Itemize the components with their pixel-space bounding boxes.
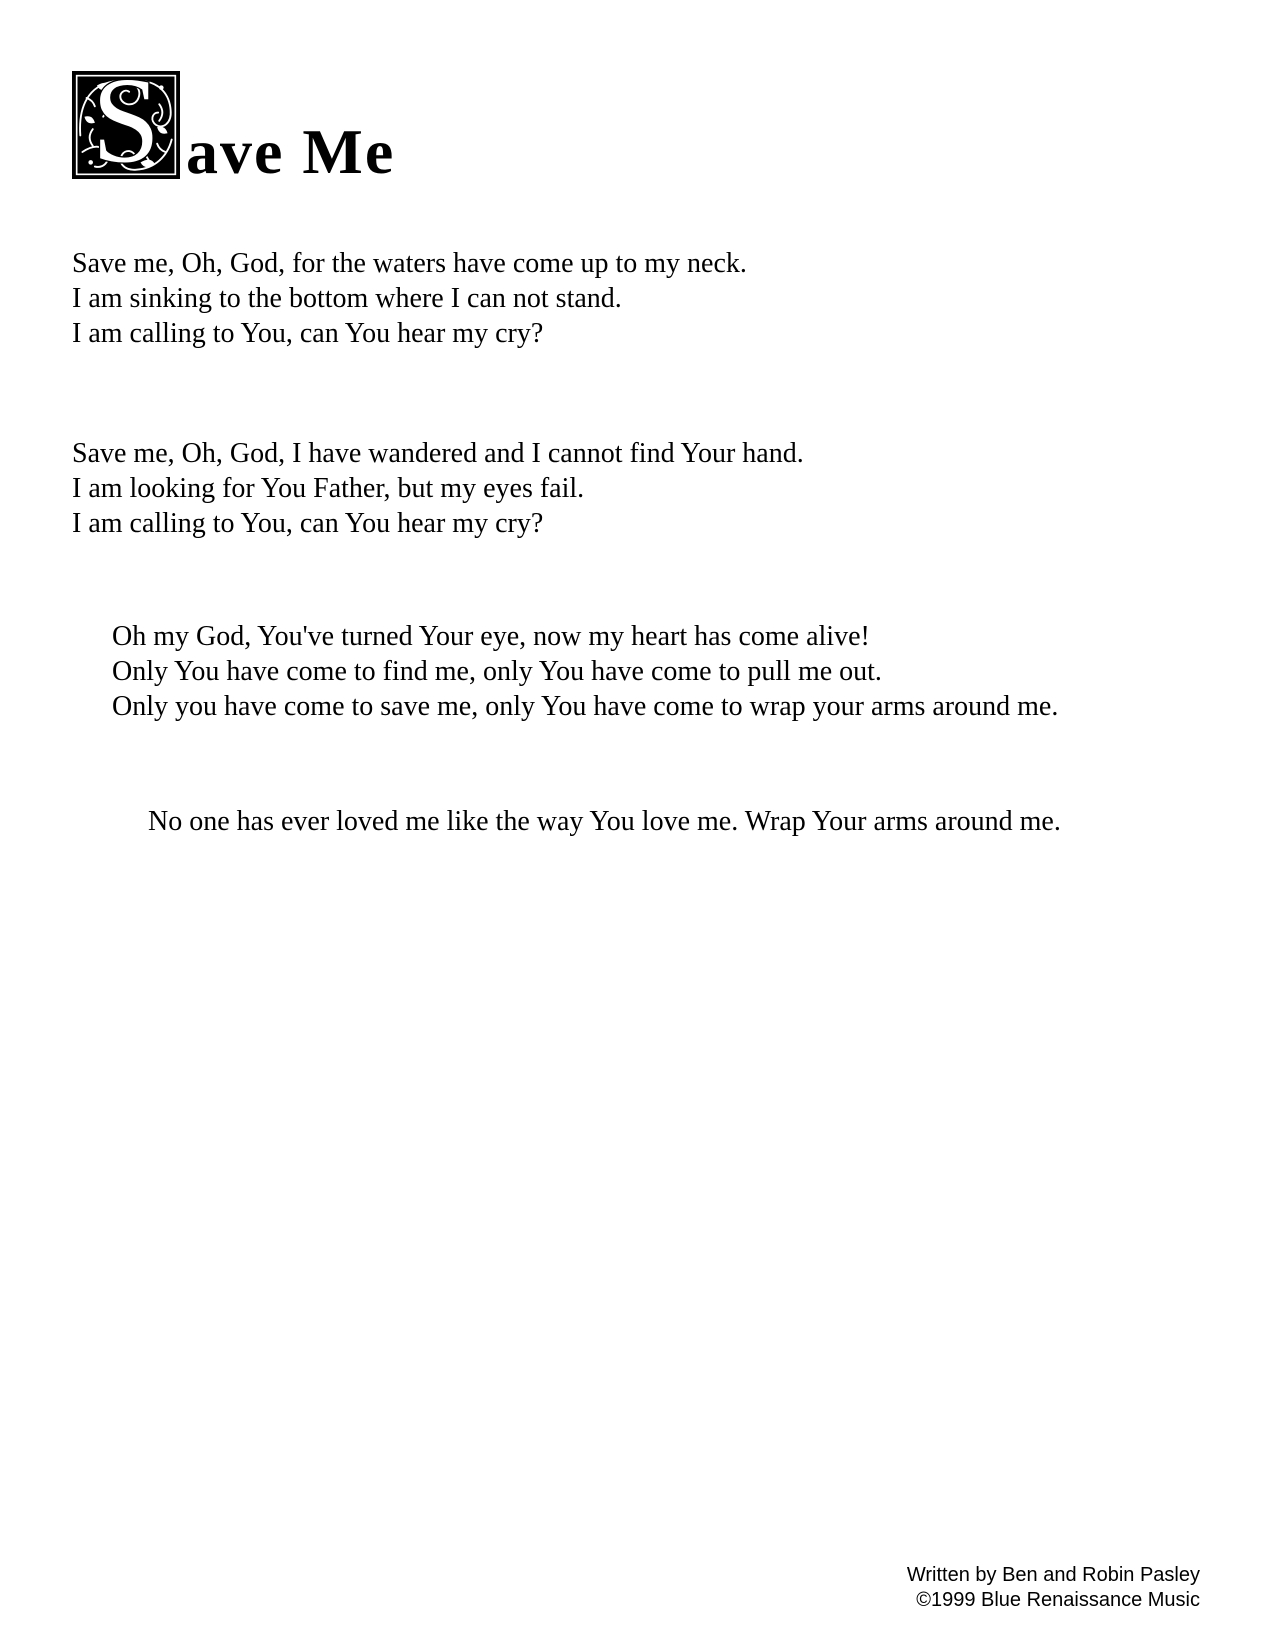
lyric-line: Save me, Oh, God, I have wandered and I cannot find Your hand. bbox=[72, 438, 804, 469]
lyric-line: Only You have come to find me, only You have come to pull me out. bbox=[112, 656, 882, 687]
lyric-line: I am calling to You, can You hear my cry? bbox=[72, 508, 544, 539]
credits-block bbox=[907, 1563, 1200, 1613]
page-title: ave Me bbox=[186, 116, 396, 187]
lyric-line: Only you have come to save me, only You have come to wrap your arms around me. bbox=[112, 691, 1059, 722]
bridge bbox=[148, 804, 1061, 839]
lyric-line: I am looking for You Father, but my eyes fail. bbox=[72, 473, 585, 504]
chorus bbox=[112, 619, 1058, 724]
lyric-line: No one has ever loved me like the way You love me. Wrap Your arms around me. bbox=[148, 806, 1061, 837]
ornate-dropcap-letter-s-icon bbox=[72, 70, 180, 180]
title-block bbox=[72, 70, 396, 187]
dropcap-letter: S bbox=[91, 70, 161, 180]
verse-2 bbox=[72, 436, 804, 541]
credit-copyright: ©1999 Blue Renaissance Music bbox=[916, 1589, 1200, 1611]
lyric-line: Save me, Oh, God, for the waters have come up to my neck. bbox=[72, 248, 747, 279]
credit-writers: Written by Ben and Robin Pasley bbox=[906, 1564, 1200, 1586]
verse-1 bbox=[72, 246, 747, 351]
lyric-line: I am sinking to the bottom where I can not stand. bbox=[72, 283, 622, 314]
lyric-line: I am calling to You, can You hear my cry? bbox=[72, 318, 544, 349]
lyric-line: Oh my God, You've turned Your eye, now my heart has come alive! bbox=[112, 621, 870, 652]
